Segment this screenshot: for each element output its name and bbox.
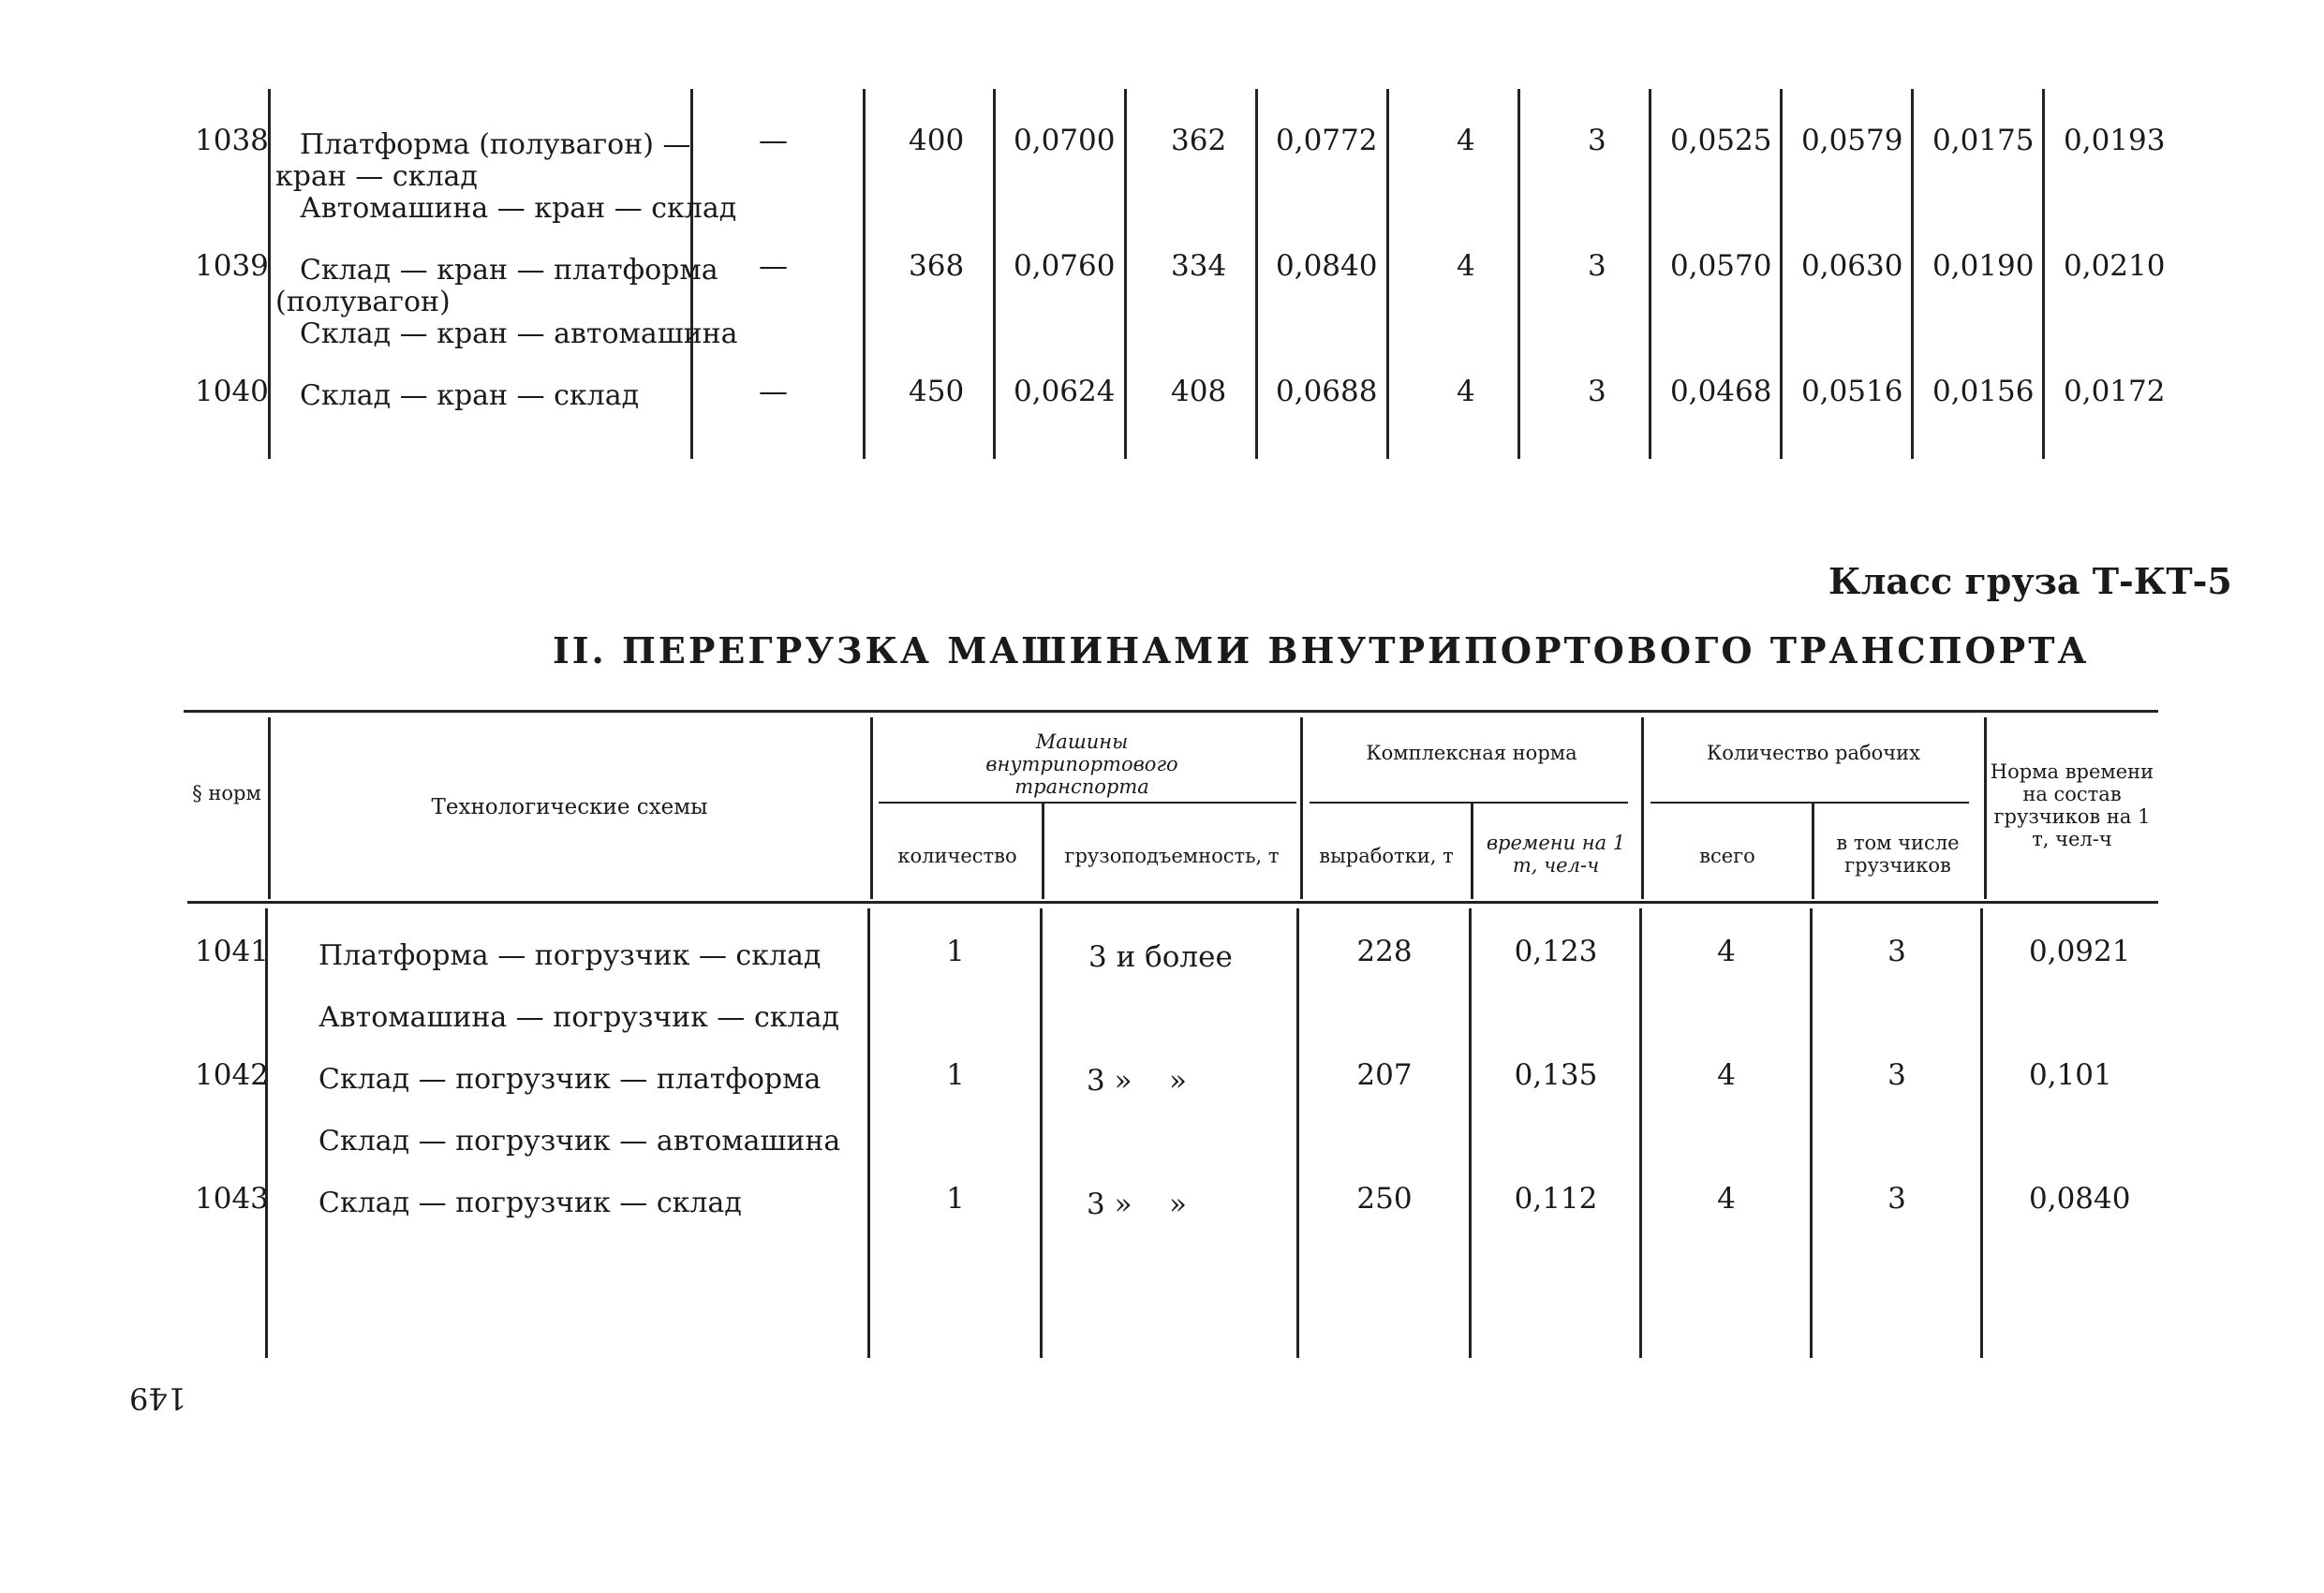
cell-output: 207 — [1356, 1058, 1413, 1092]
header-col-divider — [1042, 804, 1044, 899]
header-subrule — [879, 802, 1296, 804]
header-col-divider — [870, 717, 873, 899]
table-top-rule — [184, 710, 2158, 713]
row-number: 1038 — [195, 124, 269, 157]
cell-loaders: 3 — [1887, 935, 1906, 968]
cell-total: 4 — [1717, 1058, 1736, 1092]
cell-value: 3 — [1588, 124, 1606, 157]
cell-value: 0,0193 — [2064, 124, 2166, 157]
cell-time: 0,123 — [1514, 935, 1598, 968]
header-col-divider — [1471, 804, 1473, 899]
cell-value: 3 — [1588, 375, 1606, 408]
body-col-divider — [265, 908, 268, 1358]
header-output: выработки, т — [1319, 845, 1454, 867]
cargo-class-label: Класс груза Т-КТ-5 — [1828, 560, 2232, 602]
header-col-divider — [1641, 717, 1644, 899]
top-col-divider — [1780, 89, 1783, 459]
cell-value: 0,0840 — [1276, 249, 1378, 283]
header-time: времени на 1 т, чел-ч — [1486, 832, 1626, 877]
cell-value: 4 — [1457, 375, 1475, 408]
schema-line: Автомашина — кран — склад — [300, 192, 737, 225]
cell-qty: 1 — [946, 1058, 965, 1092]
cell-value: 3 — [1588, 249, 1606, 283]
cell-qty: 1 — [946, 1182, 965, 1216]
top-col-divider — [1124, 89, 1127, 459]
dash-cell: — — [759, 124, 788, 157]
header-subrule — [1650, 802, 1969, 804]
header-complex-norm: Комплексная норма — [1366, 742, 1577, 764]
schema-line: Склад — кран — автомашина — [300, 317, 738, 350]
header-schemes: Технологические схемы — [431, 795, 708, 819]
cell-value: 0,0772 — [1276, 124, 1378, 157]
header-machines-qty: количество — [897, 845, 1017, 867]
header-machines: Машины внутрипортового транспорта — [985, 730, 1178, 798]
row-number: 1040 — [195, 375, 269, 408]
top-col-divider — [1911, 89, 1914, 459]
header-col-divider — [1812, 804, 1814, 899]
cell-total: 4 — [1717, 1182, 1736, 1216]
header-workers: Количество рабочих — [1706, 742, 1921, 764]
header-workers-total: всего — [1699, 845, 1755, 867]
cell-value: 450 — [909, 375, 965, 408]
body-col-divider — [1296, 908, 1299, 1358]
cell-value: 0,0579 — [1801, 124, 1903, 157]
body-col-divider — [1469, 908, 1472, 1358]
cell-value: 0,0570 — [1670, 249, 1772, 283]
schema-line: Склад — погрузчик — склад — [318, 1187, 742, 1219]
cell-output: 250 — [1356, 1182, 1413, 1216]
body-col-divider — [1639, 908, 1642, 1358]
cell-value: 0,0516 — [1801, 375, 1903, 408]
cell-value: 0,0760 — [1014, 249, 1116, 283]
schema-line: Склад — кран — склад — [300, 379, 640, 412]
schema-line: Склад — кран — платформа — [300, 254, 718, 287]
cell-norm: 0,0840 — [2029, 1182, 2131, 1216]
body-col-divider — [1810, 908, 1813, 1358]
cell-value: 0,0700 — [1014, 124, 1116, 157]
cell-time: 0,112 — [1514, 1182, 1598, 1216]
cell-norm: 0,0921 — [2029, 935, 2131, 968]
cell-capacity: 3 » » — [1087, 1187, 1187, 1221]
cell-output: 228 — [1356, 935, 1413, 968]
top-col-divider — [1649, 89, 1651, 459]
schema-line: кран — склад — [275, 160, 478, 193]
top-col-divider — [1517, 89, 1520, 459]
header-subrule — [1310, 802, 1628, 804]
body-col-divider — [1980, 908, 1983, 1358]
top-col-divider — [863, 89, 866, 459]
top-col-divider — [2042, 89, 2045, 459]
cell-value: 334 — [1171, 249, 1227, 283]
cell-qty: 1 — [946, 935, 965, 968]
header-workers-loaders: в том числе грузчиков — [1836, 832, 1960, 877]
cell-loaders: 3 — [1887, 1182, 1906, 1216]
cell-value: 4 — [1457, 124, 1475, 157]
header-machines-capacity: грузоподъемность, т — [1064, 845, 1280, 867]
cell-value: 0,0688 — [1276, 375, 1378, 408]
cell-norm: 0,101 — [2029, 1058, 2112, 1092]
cell-loaders: 3 — [1887, 1058, 1906, 1092]
dash-cell: — — [759, 249, 788, 283]
schema-line: Платформа — погрузчик — склад — [318, 939, 822, 972]
schema-line: Автомашина — погрузчик — склад — [318, 1001, 839, 1034]
dash-cell: — — [759, 375, 788, 408]
schema-line: Склад — погрузчик — платформа — [318, 1063, 822, 1096]
row-number: 1039 — [195, 249, 269, 283]
body-col-divider — [867, 908, 870, 1358]
cell-value: 0,0156 — [1932, 375, 2035, 408]
header-col-divider — [1984, 717, 1987, 899]
header-col-divider — [1300, 717, 1303, 899]
schema-line: (полувагон) — [275, 286, 451, 318]
top-col-divider — [1386, 89, 1389, 459]
cell-value: 0,0172 — [2064, 375, 2166, 408]
cell-value: 0,0468 — [1670, 375, 1772, 408]
cell-value: 0,0175 — [1932, 124, 2035, 157]
cell-value: 400 — [909, 124, 965, 157]
schema-line: Склад — погрузчик — автомашина — [318, 1125, 841, 1158]
cell-value: 0,0210 — [2064, 249, 2166, 283]
section-title: II. ПЕРЕГРУЗКА МАШИНАМИ ВНУТРИПОРТОВОГО ТРАНСПОРТА — [553, 629, 2090, 671]
cell-value: 362 — [1171, 124, 1227, 157]
cell-value: 368 — [909, 249, 965, 283]
header-col-divider — [268, 717, 271, 899]
cell-capacity: 3 и более — [1088, 940, 1233, 974]
schema-line: Платформа (полувагон) — — [300, 128, 691, 161]
body-col-divider — [1040, 908, 1043, 1358]
cell-capacity: 3 » » — [1087, 1064, 1187, 1098]
row-number: 1043 — [195, 1182, 269, 1216]
cell-value: 0,0190 — [1932, 249, 2035, 283]
row-number: 1041 — [195, 935, 269, 968]
row-number: 1042 — [195, 1058, 269, 1092]
top-col-divider — [993, 89, 996, 459]
header-bottom-rule — [187, 901, 2158, 904]
cell-value: 0,0624 — [1014, 375, 1116, 408]
cell-value: 4 — [1457, 249, 1475, 283]
cell-total: 4 — [1717, 935, 1736, 968]
cell-value: 0,0630 — [1801, 249, 1903, 283]
cell-value: 0,0525 — [1670, 124, 1772, 157]
page-number: 149 — [129, 1380, 187, 1416]
header-norm-num: § норм — [192, 782, 261, 804]
cell-value: 408 — [1171, 375, 1227, 408]
header-time-norm: Норма времени на состав грузчиков на 1 т, чел-ч — [1990, 760, 2154, 850]
cell-time: 0,135 — [1514, 1058, 1598, 1092]
top-col-divider — [1255, 89, 1258, 459]
